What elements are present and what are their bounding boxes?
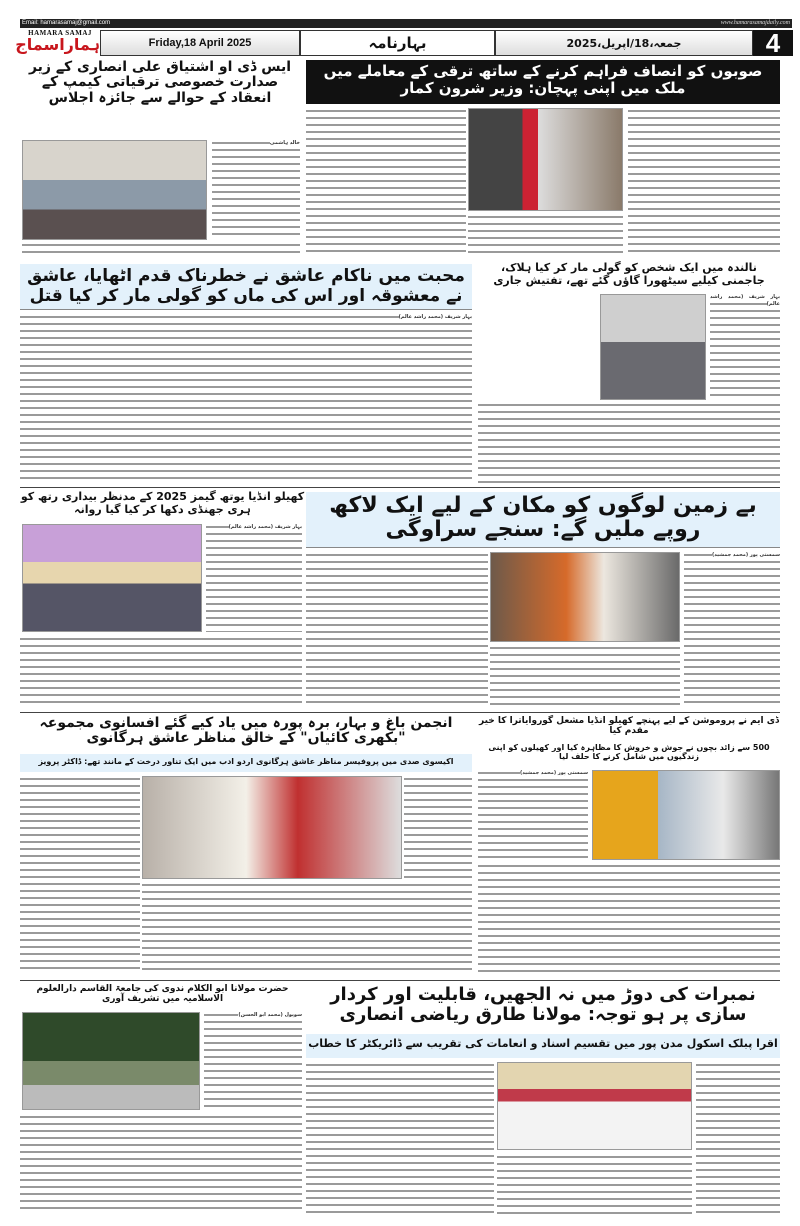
subhead-500-children: 500 سے زائد بچوں نے جوش و خروش کا مظاہرہ کیا اور کھیلوں کو اپنی زندگیوں میں شامل کرنے کا حلف لیا [488, 743, 770, 762]
article-text [696, 1062, 780, 1214]
article-text [20, 1114, 302, 1214]
article-text [306, 1062, 494, 1214]
article-text [20, 776, 140, 974]
article-text [306, 552, 488, 706]
headline-khelo-india-rath: کھیلو انڈیا یوتھ گیمز 2025 کے مدنظر بیداری رتھ کو ہری جھنڈی دکھا کر کیا گیا روانہ [20, 490, 305, 516]
photo-maulana [22, 1012, 200, 1110]
logo-english: HAMARA SAMAJ [28, 29, 92, 37]
article-text [20, 636, 302, 706]
byline: خالد ہاشمی [269, 140, 300, 146]
divider [20, 980, 780, 981]
headline-landless-housing: بے زمین لوگوں کو مکان کے لیے ایک لاکھ روپے ملیں گے: سنجے سراوگی [306, 492, 780, 548]
page-number: 4 [753, 30, 793, 56]
photo-anjuman-event [142, 776, 402, 879]
headline-anjuman-bagh-o-bahar: انجمن باغ و بہار، برہ پورہ میں یاد کیے گئے افسانوی مجموعہ "بکھری کائیاں" کے خالق مناظر عاشق ہرگانوی [39, 715, 453, 747]
photo-mascot [592, 770, 780, 860]
article-text [478, 863, 780, 974]
photo-flag-off [22, 524, 202, 632]
logo-urdu: ہماراسماج [15, 35, 100, 54]
dateline: بہار شریف (محمد راشد عالم) [710, 294, 780, 307]
header-url: www.hamarasamajdaily.com [720, 20, 790, 26]
photo-minister [468, 108, 623, 211]
article-text [404, 776, 472, 879]
photo-meeting [22, 140, 207, 240]
headline-nalanda-shooting: نالندہ میں ایک شخص کو گولی مار کر کیا ہلاک، جاجمنی کیلیے سیٹھورا گاؤں گئے تھے، تفتیش جاری [493, 261, 765, 287]
dateline: سوپول (محمد ابو الحسن) [238, 1012, 302, 1018]
article-text [497, 1154, 692, 1214]
headline-tariq-riyazi: نمبرات کی دوڑ میں نہ الجھیں، قابلیت اور کردار سازی پر ہو توجہ: مولانا طارق ریاضی انصاری [330, 984, 756, 1025]
article-text [478, 770, 588, 860]
dateline: سمستی پور (محمد جمشید) [519, 770, 588, 776]
article-text [684, 552, 780, 706]
article-text [478, 402, 780, 484]
divider [20, 487, 780, 488]
article-text [212, 140, 300, 240]
article-text [22, 242, 300, 256]
dateline: بہار شریف (محمد راشد عالم) [228, 524, 302, 530]
headline-shravan-kumar: صوبوں کو انصاف فراہم کرنے کے ساتھ ترقی کے معاملے میں ملک میں اپنی پہچان: وزیر شرون کمار [306, 60, 780, 104]
photo-meeting-saraogi [490, 552, 680, 642]
article-text [204, 1012, 302, 1110]
header-email: Email: hamarasamaj@gmail.com [22, 20, 111, 26]
subhead-dr-parvez: اکیسوی صدی میں پروفیسر مناظر عاشق ہرگانوی اردو ادب میں ایک تناور درخت کے مانند تھے: ڈاکٹر پرویز [20, 754, 472, 772]
divider [20, 712, 780, 713]
photo-crowd [600, 294, 706, 400]
headline-maulana-visit: حضرت مولانا ابو الکلام ندوی کی جامعۃ القاسم دارالعلوم الاسلامیہ میں تشریف آوری [36, 984, 289, 1005]
dateline: سمستی پور (محمد جمشید) [711, 552, 780, 558]
article-text [306, 108, 466, 256]
article-text [628, 108, 780, 256]
dateline: بہار شریف (محمد راشد عالم) [398, 314, 472, 320]
headline-dm-torch-relay: ڈی ایم نے پروموشن کے لیے پہنچے کھیلو انڈیا مشعل گوروایاترا کا خیر مقدم کیا [478, 716, 780, 737]
article-text [710, 294, 780, 400]
headline-sdo-meeting: ایس ڈی او اشتیاق علی انصاری کے زیر صدارت خصوصی ترقیاتی کیمپ کے انعقاد کے حوالے سے جائزہ اجلاس [28, 59, 292, 106]
article-text [468, 214, 623, 256]
photo-school-children [497, 1062, 692, 1150]
date-urdu: جمعہ،18/اپریل،2025 [495, 30, 753, 56]
newspaper-logo [15, 29, 100, 55]
article-text [20, 314, 472, 484]
subhead-iqra-school: اقرا پبلک اسکول مدن پور میں تقسیم اسناد و انعامات کی تقریب سے ڈائریکٹر کا خطاب [306, 1034, 780, 1058]
section-title: بہارنامہ [300, 30, 495, 56]
date-english: Friday,18 April 2025 [100, 30, 300, 56]
article-text [490, 645, 680, 706]
article-text [206, 524, 302, 632]
header-top-bar [20, 19, 792, 28]
headline-lover-murder: محبت میں ناکام عاشق نے خطرناک قدم اٹھایا، عاشق نے معشوقہ اور اس کی ماں کو گولی مار کر کیا قتل [20, 264, 472, 310]
article-text [142, 882, 472, 974]
